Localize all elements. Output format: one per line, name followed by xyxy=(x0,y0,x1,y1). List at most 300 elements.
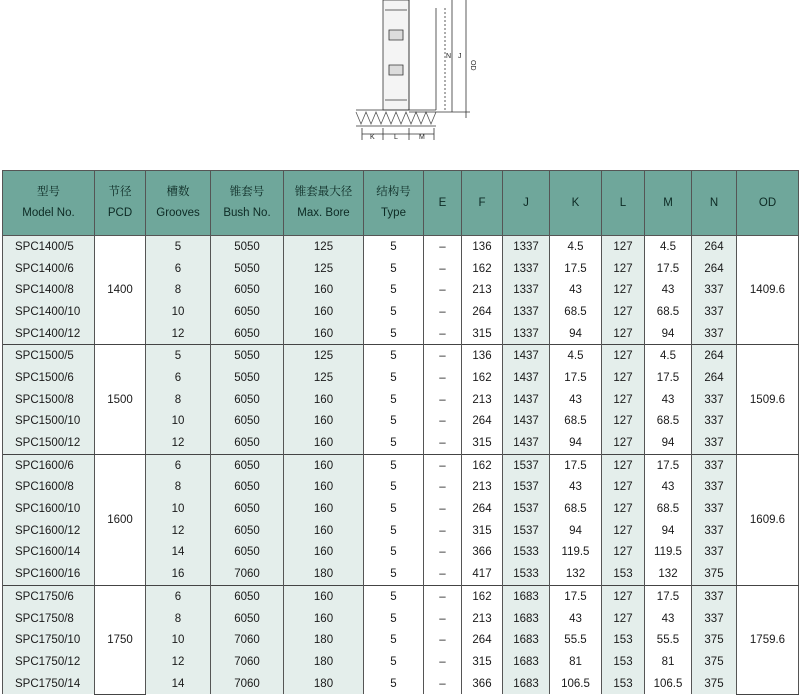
j-cell: 1437 xyxy=(503,389,550,411)
e-cell: – xyxy=(424,279,462,301)
e-cell: – xyxy=(424,629,462,651)
column-header-en: K xyxy=(571,196,580,209)
m-cell: 43 xyxy=(645,279,692,301)
k-cell: 4.5 xyxy=(550,236,602,258)
bush-cell: 6050 xyxy=(211,411,284,433)
bore-cell: 160 xyxy=(284,389,364,411)
n-cell: 375 xyxy=(692,651,737,673)
k-cell: 94 xyxy=(550,432,602,454)
l-cell: 127 xyxy=(602,586,645,608)
k-cell: 43 xyxy=(550,477,602,499)
l-cell: 127 xyxy=(602,279,645,301)
model-cell: SPC1400/6 xyxy=(3,258,95,280)
column-header xyxy=(284,171,364,236)
e-cell: – xyxy=(424,477,462,499)
grooves-cell: 14 xyxy=(146,542,211,564)
bore-cell: 125 xyxy=(284,367,364,389)
m-cell: 43 xyxy=(645,608,692,630)
f-cell: 136 xyxy=(462,345,503,367)
type-cell: 5 xyxy=(364,673,424,695)
f-cell: 417 xyxy=(462,563,503,585)
n-cell: 337 xyxy=(692,498,737,520)
grooves-cell: 10 xyxy=(146,629,211,651)
k-cell: 106.5 xyxy=(550,673,602,695)
column-header-en: F xyxy=(478,196,486,209)
n-cell: 264 xyxy=(692,367,737,389)
n-cell: 337 xyxy=(692,432,737,454)
m-cell: 17.5 xyxy=(645,258,692,280)
f-cell: 264 xyxy=(462,411,503,433)
k-cell: 17.5 xyxy=(550,258,602,280)
pcd-cell: 1500 xyxy=(95,345,146,454)
dim-k-label: K xyxy=(370,134,375,141)
f-cell: 264 xyxy=(462,301,503,323)
e-cell: – xyxy=(424,323,462,345)
k-cell: 17.5 xyxy=(550,454,602,476)
e-cell: – xyxy=(424,673,462,695)
model-cell: SPC1750/10 xyxy=(3,629,95,651)
e-cell: – xyxy=(424,432,462,454)
m-cell: 94 xyxy=(645,432,692,454)
bore-cell: 125 xyxy=(284,258,364,280)
l-cell: 127 xyxy=(602,367,645,389)
grooves-cell: 6 xyxy=(146,258,211,280)
bush-cell: 6050 xyxy=(211,498,284,520)
type-cell: 5 xyxy=(364,258,424,280)
bush-cell: 5050 xyxy=(211,258,284,280)
n-cell: 337 xyxy=(692,542,737,564)
m-cell: 106.5 xyxy=(645,673,692,695)
grooves-cell: 10 xyxy=(146,498,211,520)
column-header xyxy=(3,171,95,236)
l-cell: 127 xyxy=(602,236,645,258)
model-cell: SPC1400/5 xyxy=(3,236,95,258)
column-header-zh: 槽数 xyxy=(166,186,190,198)
dim-j-label: J xyxy=(458,53,462,60)
model-cell: SPC1500/8 xyxy=(3,389,95,411)
bore-cell: 160 xyxy=(284,498,364,520)
bush-cell: 7060 xyxy=(211,673,284,695)
bush-cell: 5050 xyxy=(211,345,284,367)
e-cell: – xyxy=(424,345,462,367)
type-cell: 5 xyxy=(364,586,424,608)
j-cell: 1337 xyxy=(503,301,550,323)
m-cell: 4.5 xyxy=(645,236,692,258)
m-cell: 81 xyxy=(645,651,692,673)
m-cell: 68.5 xyxy=(645,498,692,520)
f-cell: 162 xyxy=(462,586,503,608)
bore-cell: 160 xyxy=(284,301,364,323)
f-cell: 315 xyxy=(462,651,503,673)
bore-cell: 160 xyxy=(284,323,364,345)
l-cell: 127 xyxy=(602,454,645,476)
bore-cell: 160 xyxy=(284,432,364,454)
type-cell: 5 xyxy=(364,563,424,585)
f-cell: 213 xyxy=(462,389,503,411)
k-cell: 94 xyxy=(550,323,602,345)
j-cell: 1337 xyxy=(503,279,550,301)
j-cell: 1533 xyxy=(503,563,550,585)
pulley-section-drawing xyxy=(340,0,500,150)
m-cell: 4.5 xyxy=(645,345,692,367)
model-cell: SPC1600/12 xyxy=(3,520,95,542)
bush-cell: 6050 xyxy=(211,542,284,564)
j-cell: 1683 xyxy=(503,651,550,673)
model-cell: SPC1600/6 xyxy=(3,454,95,476)
bush-cell: 6050 xyxy=(211,432,284,454)
table-row xyxy=(3,454,799,476)
type-cell: 5 xyxy=(364,345,424,367)
m-cell: 43 xyxy=(645,477,692,499)
n-cell: 337 xyxy=(692,279,737,301)
m-cell: 17.5 xyxy=(645,367,692,389)
e-cell: – xyxy=(424,258,462,280)
grooves-cell: 12 xyxy=(146,323,211,345)
column-header xyxy=(692,171,737,236)
table-row xyxy=(3,586,799,608)
j-cell: 1683 xyxy=(503,629,550,651)
bore-cell: 125 xyxy=(284,236,364,258)
l-cell: 127 xyxy=(602,477,645,499)
bush-cell: 6050 xyxy=(211,323,284,345)
f-cell: 162 xyxy=(462,258,503,280)
grooves-cell: 12 xyxy=(146,520,211,542)
bore-cell: 180 xyxy=(284,651,364,673)
bore-cell: 160 xyxy=(284,279,364,301)
f-cell: 366 xyxy=(462,673,503,695)
grooves-cell: 12 xyxy=(146,651,211,673)
f-cell: 213 xyxy=(462,477,503,499)
pcd-cell: 1600 xyxy=(95,454,146,585)
column-header-zh: 节径 xyxy=(108,186,132,198)
od-cell: 1609.6 xyxy=(737,454,799,585)
k-cell: 68.5 xyxy=(550,301,602,323)
type-cell: 5 xyxy=(364,279,424,301)
grooves-cell: 6 xyxy=(146,454,211,476)
model-cell: SPC1400/8 xyxy=(3,279,95,301)
l-cell: 127 xyxy=(602,411,645,433)
od-cell: 1759.6 xyxy=(737,586,799,695)
bush-cell: 6050 xyxy=(211,608,284,630)
column-header-en: OD xyxy=(758,196,777,209)
l-cell: 153 xyxy=(602,629,645,651)
grooves-cell: 6 xyxy=(146,367,211,389)
k-cell: 43 xyxy=(550,279,602,301)
j-cell: 1437 xyxy=(503,432,550,454)
bush-cell: 6050 xyxy=(211,586,284,608)
l-cell: 153 xyxy=(602,651,645,673)
n-cell: 337 xyxy=(692,411,737,433)
model-cell: SPC1750/6 xyxy=(3,586,95,608)
e-cell: – xyxy=(424,498,462,520)
column-header-en: N xyxy=(709,196,719,209)
e-cell: – xyxy=(424,236,462,258)
l-cell: 127 xyxy=(602,498,645,520)
type-cell: 5 xyxy=(364,236,424,258)
f-cell: 213 xyxy=(462,279,503,301)
column-header-en: M xyxy=(663,196,673,209)
m-cell: 132 xyxy=(645,563,692,585)
f-cell: 136 xyxy=(462,236,503,258)
l-cell: 127 xyxy=(602,542,645,564)
type-cell: 5 xyxy=(364,454,424,476)
grooves-cell: 8 xyxy=(146,477,211,499)
e-cell: – xyxy=(424,586,462,608)
e-cell: – xyxy=(424,367,462,389)
table-header xyxy=(3,171,799,236)
bush-cell: 7060 xyxy=(211,629,284,651)
bush-cell: 6050 xyxy=(211,389,284,411)
pcd-cell: 1400 xyxy=(95,236,146,345)
type-cell: 5 xyxy=(364,608,424,630)
grooves-cell: 8 xyxy=(146,279,211,301)
model-cell: SPC1500/5 xyxy=(3,345,95,367)
f-cell: 162 xyxy=(462,454,503,476)
grooves-cell: 14 xyxy=(146,673,211,695)
bore-cell: 125 xyxy=(284,345,364,367)
n-cell: 264 xyxy=(692,258,737,280)
n-cell: 264 xyxy=(692,345,737,367)
f-cell: 162 xyxy=(462,367,503,389)
j-cell: 1437 xyxy=(503,345,550,367)
column-header xyxy=(462,171,503,236)
bush-cell: 6050 xyxy=(211,454,284,476)
m-cell: 94 xyxy=(645,323,692,345)
grooves-cell: 16 xyxy=(146,563,211,585)
bush-cell: 6050 xyxy=(211,279,284,301)
column-header-en: Grooves xyxy=(156,207,200,219)
f-cell: 264 xyxy=(462,629,503,651)
column-header-zh: 锥套最大径 xyxy=(294,186,353,198)
od-cell: 1409.6 xyxy=(737,236,799,345)
k-cell: 81 xyxy=(550,651,602,673)
k-cell: 4.5 xyxy=(550,345,602,367)
n-cell: 375 xyxy=(692,673,737,695)
j-cell: 1337 xyxy=(503,236,550,258)
k-cell: 17.5 xyxy=(550,367,602,389)
table-row xyxy=(3,345,799,367)
j-cell: 1537 xyxy=(503,454,550,476)
grooves-cell: 8 xyxy=(146,608,211,630)
table-body xyxy=(3,236,799,695)
model-cell: SPC1600/8 xyxy=(3,477,95,499)
model-cell: SPC1600/16 xyxy=(3,563,95,585)
n-cell: 375 xyxy=(692,563,737,585)
j-cell: 1533 xyxy=(503,542,550,564)
j-cell: 1537 xyxy=(503,498,550,520)
m-cell: 43 xyxy=(645,389,692,411)
n-cell: 375 xyxy=(692,629,737,651)
column-header-en: PCD xyxy=(107,207,133,219)
model-cell: SPC1750/12 xyxy=(3,651,95,673)
bore-cell: 160 xyxy=(284,454,364,476)
column-header xyxy=(737,171,799,236)
e-cell: – xyxy=(424,520,462,542)
bore-cell: 160 xyxy=(284,411,364,433)
type-cell: 5 xyxy=(364,389,424,411)
l-cell: 127 xyxy=(602,389,645,411)
bush-cell: 6050 xyxy=(211,520,284,542)
bush-cell: 6050 xyxy=(211,477,284,499)
e-cell: – xyxy=(424,389,462,411)
e-cell: – xyxy=(424,542,462,564)
f-cell: 315 xyxy=(462,432,503,454)
bush-cell: 7060 xyxy=(211,563,284,585)
model-cell: SPC1750/14 xyxy=(3,673,95,695)
column-header xyxy=(95,171,146,236)
model-cell: SPC1500/6 xyxy=(3,367,95,389)
n-cell: 337 xyxy=(692,301,737,323)
e-cell: – xyxy=(424,411,462,433)
column-header-en: L xyxy=(619,196,627,209)
j-cell: 1683 xyxy=(503,673,550,695)
grooves-cell: 12 xyxy=(146,432,211,454)
k-cell: 55.5 xyxy=(550,629,602,651)
j-cell: 1537 xyxy=(503,477,550,499)
model-cell: SPC1400/12 xyxy=(3,323,95,345)
bore-cell: 160 xyxy=(284,542,364,564)
bore-cell: 180 xyxy=(284,629,364,651)
m-cell: 17.5 xyxy=(645,454,692,476)
l-cell: 127 xyxy=(602,258,645,280)
k-cell: 119.5 xyxy=(550,542,602,564)
m-cell: 119.5 xyxy=(645,542,692,564)
model-cell: SPC1750/8 xyxy=(3,608,95,630)
grooves-cell: 10 xyxy=(146,411,211,433)
type-cell: 5 xyxy=(364,367,424,389)
column-header xyxy=(550,171,602,236)
type-cell: 5 xyxy=(364,542,424,564)
m-cell: 17.5 xyxy=(645,586,692,608)
l-cell: 127 xyxy=(602,323,645,345)
k-cell: 68.5 xyxy=(550,411,602,433)
l-cell: 153 xyxy=(602,563,645,585)
od-cell: 1509.6 xyxy=(737,345,799,454)
type-cell: 5 xyxy=(364,629,424,651)
l-cell: 153 xyxy=(602,673,645,695)
model-cell: SPC1600/14 xyxy=(3,542,95,564)
column-header-zh: 型号 xyxy=(37,186,60,198)
column-header-zh: 结构号 xyxy=(376,186,411,198)
e-cell: – xyxy=(424,651,462,673)
f-cell: 366 xyxy=(462,542,503,564)
column-header xyxy=(146,171,211,236)
dim-od-label: OD xyxy=(469,60,476,71)
e-cell: – xyxy=(424,608,462,630)
j-cell: 1683 xyxy=(503,586,550,608)
column-header-en: Max. Bore xyxy=(297,207,350,219)
column-header xyxy=(424,171,462,236)
type-cell: 5 xyxy=(364,651,424,673)
model-cell: SPC1600/10 xyxy=(3,498,95,520)
l-cell: 127 xyxy=(602,301,645,323)
type-cell: 5 xyxy=(364,477,424,499)
bore-cell: 160 xyxy=(284,608,364,630)
k-cell: 17.5 xyxy=(550,586,602,608)
column-header-en: E xyxy=(438,196,447,209)
e-cell: – xyxy=(424,563,462,585)
model-cell: SPC1500/12 xyxy=(3,432,95,454)
e-cell: – xyxy=(424,301,462,323)
k-cell: 68.5 xyxy=(550,498,602,520)
column-header-en: Bush No. xyxy=(223,207,271,219)
j-cell: 1437 xyxy=(503,411,550,433)
k-cell: 94 xyxy=(550,520,602,542)
pcd-cell: 1750 xyxy=(95,586,146,695)
l-cell: 127 xyxy=(602,520,645,542)
grooves-cell: 8 xyxy=(146,389,211,411)
j-cell: 1537 xyxy=(503,520,550,542)
dim-n-label: N xyxy=(446,53,452,60)
column-header xyxy=(211,171,284,236)
j-cell: 1337 xyxy=(503,258,550,280)
column-header-en: Model No. xyxy=(22,207,75,219)
type-cell: 5 xyxy=(364,520,424,542)
bush-cell: 7060 xyxy=(211,651,284,673)
type-cell: 5 xyxy=(364,498,424,520)
l-cell: 127 xyxy=(602,432,645,454)
f-cell: 315 xyxy=(462,520,503,542)
bush-cell: 6050 xyxy=(211,301,284,323)
n-cell: 337 xyxy=(692,586,737,608)
bore-cell: 180 xyxy=(284,563,364,585)
grooves-cell: 6 xyxy=(146,586,211,608)
n-cell: 337 xyxy=(692,323,737,345)
column-header-en: J xyxy=(523,196,529,209)
dim-l-label: L xyxy=(394,134,398,141)
n-cell: 337 xyxy=(692,454,737,476)
l-cell: 127 xyxy=(602,608,645,630)
n-cell: 337 xyxy=(692,608,737,630)
type-cell: 5 xyxy=(364,432,424,454)
bush-cell: 5050 xyxy=(211,367,284,389)
j-cell: 1337 xyxy=(503,323,550,345)
column-header-zh: 锥套号 xyxy=(229,186,265,198)
m-cell: 55.5 xyxy=(645,629,692,651)
type-cell: 5 xyxy=(364,301,424,323)
j-cell: 1683 xyxy=(503,608,550,630)
column-header xyxy=(645,171,692,236)
header-row xyxy=(3,171,799,236)
f-cell: 264 xyxy=(462,498,503,520)
grooves-cell: 5 xyxy=(146,345,211,367)
e-cell: – xyxy=(424,454,462,476)
column-header-en: Type xyxy=(381,207,406,219)
f-cell: 315 xyxy=(462,323,503,345)
m-cell: 94 xyxy=(645,520,692,542)
k-cell: 43 xyxy=(550,608,602,630)
column-header xyxy=(364,171,424,236)
model-cell: SPC1500/10 xyxy=(3,411,95,433)
k-cell: 132 xyxy=(550,563,602,585)
grooves-cell: 10 xyxy=(146,301,211,323)
m-cell: 68.5 xyxy=(645,411,692,433)
model-cell: SPC1400/10 xyxy=(3,301,95,323)
type-cell: 5 xyxy=(364,411,424,433)
bore-cell: 160 xyxy=(284,586,364,608)
j-cell: 1437 xyxy=(503,367,550,389)
n-cell: 337 xyxy=(692,477,737,499)
type-cell: 5 xyxy=(364,323,424,345)
bore-cell: 160 xyxy=(284,520,364,542)
column-header xyxy=(503,171,550,236)
bush-cell: 5050 xyxy=(211,236,284,258)
f-cell: 213 xyxy=(462,608,503,630)
bore-cell: 160 xyxy=(284,477,364,499)
l-cell: 127 xyxy=(602,345,645,367)
n-cell: 337 xyxy=(692,389,737,411)
dim-m-label: M xyxy=(419,134,425,141)
